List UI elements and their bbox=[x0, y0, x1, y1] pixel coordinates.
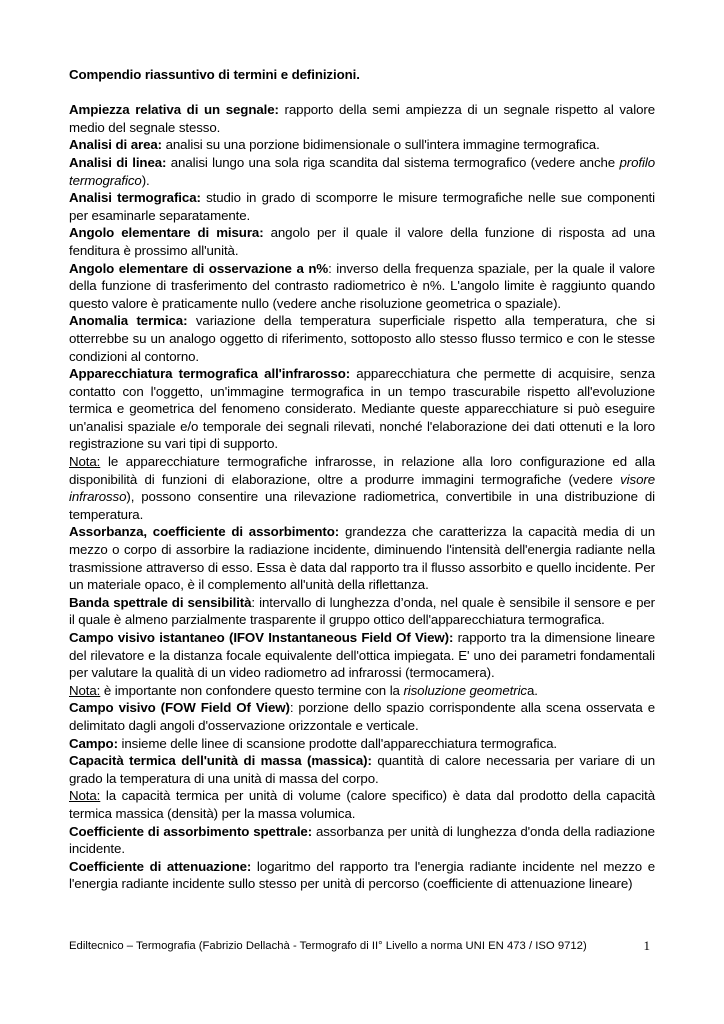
definition-text: insieme delle linee di scansione prodotte dall'apparecchiatura termografica. bbox=[117, 735, 557, 751]
note-text: la capacità termica per unità di volume (calore specifico) è data dal prodotto della capacità termica massica (densità) per la massa volumica. bbox=[69, 788, 655, 821]
definition-text: grandezza che caratterizza la capacità media di un mezzo o corpo di assorbire la radiazione incidente, diminuendo l'intensità dell'energia radiante nella trasmissione attraverso di esso. Essa è data dal rapporto tra il flusso assorbito e quello incidente. Per un materiale opaco, è il complemento all'unità della riflettanza. bbox=[69, 524, 655, 593]
definition-term: Assorbanza, coefficiente di assorbimento: bbox=[69, 524, 340, 540]
definition-text: rapporto tra la dimensione lineare del rilevatore e la distanza focale equivalente dell'ottica impiegata. E' uno dei parametri fondamentali per valutare la qualità di un video radiometro ad infrarossi (termocamera). bbox=[69, 630, 655, 681]
definition-text: : intervallo di lunghezza d’onda, nel quale è sensibile il sensore e per il quale è almeno parzialmente trasparente il gruppo ottico dell'apparecchiatura termografica. bbox=[69, 594, 655, 628]
definition-entry bbox=[69, 735, 655, 753]
definition-text: : porzione dello spazio corrispondente alla scena osservata e delimitato dagli angoli d'osservazione orizzontale e verticale. bbox=[69, 700, 655, 733]
definition-term: Coefficiente di attenuazione: bbox=[69, 858, 252, 874]
definition-entry bbox=[69, 823, 655, 858]
definition-term: Apparecchiatura termografica all'infrarosso: bbox=[69, 366, 351, 382]
footer-text: Ediltecnico – Termografia (Fabrizio Dellachà - Termografo di II° Livello a norma UNI EN 473 / ISO 9712) bbox=[69, 940, 587, 952]
definition-text: analisi su una porzione bidimensionale o sull'intera immagine termografica. bbox=[162, 137, 600, 153]
definition-term: Angolo elementare di misura: bbox=[69, 225, 264, 241]
note-tail: ), possono consentire una rilevazione radiometrica, convertibile in una distribuzione di temperatura. bbox=[69, 489, 655, 522]
note-entry bbox=[69, 682, 655, 700]
document-body bbox=[69, 66, 655, 893]
definition-entry bbox=[69, 260, 655, 313]
definition-term: Banda spettrale di sensibilità bbox=[69, 594, 252, 610]
definition-term: Ampiezza relativa di un segnale: bbox=[69, 102, 279, 118]
note-entry bbox=[69, 787, 655, 822]
page-number: 1 bbox=[643, 938, 650, 953]
definition-term: Analisi di linea: bbox=[69, 154, 167, 170]
definition-text: rapporto della semi ampiezza di un segnale rispetto al valore medio del segnale stesso. bbox=[69, 102, 655, 135]
document-title: Compendio riassuntivo di termini e definizioni. bbox=[69, 67, 360, 82]
note-italic: visore infrarosso bbox=[69, 471, 655, 505]
definition-entry bbox=[69, 858, 655, 893]
definition-text: assorbanza per unità di lunghezza d'onda della radiazione incidente. bbox=[69, 823, 655, 857]
definition-text: studio in grado di scomporre le misure termografiche nelle sue componenti per esaminarle separatamente. bbox=[69, 190, 655, 223]
definition-entry bbox=[69, 312, 655, 365]
definition-term: Capacità termica dell'unità di massa (massica): bbox=[69, 753, 372, 769]
definition-italic: profilo termografico bbox=[69, 154, 655, 188]
definition-term: Angolo elementare di osservazione a n% bbox=[69, 260, 329, 276]
definition-text: logaritmo del rapporto tra l'energia radiante incidente nel mezzo e l'energia radiante incidente sullo stesso per unità di percorso (coefficiente di attenuazione lineare) bbox=[69, 858, 655, 892]
definition-term: Campo visivo (FOW Field Of View) bbox=[69, 700, 290, 716]
definition-entry bbox=[69, 752, 655, 787]
definition-entry bbox=[69, 594, 655, 629]
definition-entry bbox=[69, 699, 655, 734]
definition-text: analisi lungo una sola riga scandita dal sistema termografico (vedere anche bbox=[166, 154, 620, 170]
definition-entry bbox=[69, 154, 655, 189]
definition-entry bbox=[69, 365, 655, 453]
definition-term: Campo visivo istantaneo (IFOV Instantaneous Field Of View): bbox=[69, 630, 454, 645]
definition-term: Analisi di area: bbox=[69, 137, 162, 153]
note-entry bbox=[69, 453, 655, 523]
note-tail: a. bbox=[526, 682, 538, 698]
definition-entry bbox=[69, 523, 655, 593]
definition-tail: ). bbox=[141, 172, 150, 188]
definition-entry bbox=[69, 189, 655, 224]
note-label: Nota: bbox=[69, 682, 101, 698]
note-label: Nota: bbox=[69, 454, 101, 470]
definition-text: apparecchiatura che permette di acquisire, senza contatto con l'oggetto, un'immagine termografica in un tempo trascurabile rispetto all'evoluzione termica e geometrica del fenomeno considerato. Mediante queste apparecchiature si può eseguire un'analisi spaziale e/o temporale dei segnali rilevati, nonché l'elaborazione dei dati ottenuti e la loro registrazione su vari tipi di supporto. bbox=[69, 366, 656, 452]
definition-term: Anomalia termica: bbox=[69, 313, 188, 329]
definition-entry bbox=[69, 629, 655, 682]
definition-term: Campo: bbox=[69, 735, 118, 751]
note-label: Nota: bbox=[69, 788, 101, 804]
definition-term: Coefficiente di assorbimento spettrale: bbox=[69, 823, 313, 839]
definition-term: Analisi termografica: bbox=[69, 190, 201, 206]
definition-entry bbox=[69, 101, 655, 136]
note-text: è importante non confondere questo termine con la bbox=[100, 682, 404, 698]
definition-text: quantità di calore necessaria per variare di un grado la temperatura di una unità di massa del corpo. bbox=[69, 753, 655, 786]
definition-entry bbox=[69, 224, 655, 259]
note-text: le apparecchiature termografiche infrarosse, in relazione alla loro configurazione ed alla disponibilità di funzioni di elaborazione, oltre a produrre immagini termografiche (vedere bbox=[69, 454, 655, 487]
definition-text: angolo per il quale il valore della funzione di risposta ad una fenditura è prossimo all'unità. bbox=[69, 225, 655, 258]
definition-text: variazione della temperatura superficiale rispetto alla temperatura, che si otterrebbe su un analogo oggetto di riferimento, sottoposto allo stesso flusso termico e con le stesse condizioni al contorno. bbox=[69, 313, 656, 364]
definition-text: : inverso della frequenza spaziale, per la quale il valore della funzione di trasferimento del contrasto radiometrico è n%. L'angolo limite è raggiunto quando questo valore è praticamente nullo (vedere anche risoluzione geometrica o spaziale). bbox=[69, 260, 655, 311]
note-italic: risoluzione geometric bbox=[403, 682, 527, 698]
definition-entry bbox=[69, 136, 655, 154]
